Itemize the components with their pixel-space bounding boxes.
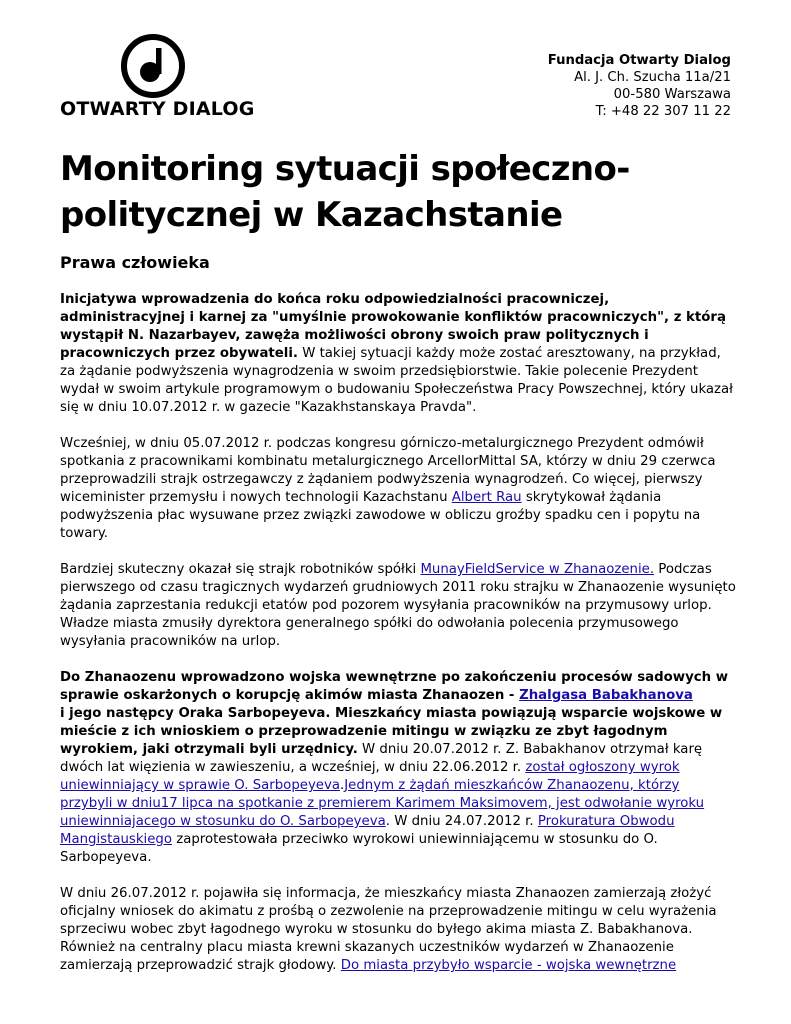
residents-demands-link[interactable]: Jednym z żądań mieszkańców Zhanaozenu, którzy przybyli w dniu17 lipca na spotkanie z premierem Karimem Maksimovem, jest odwołanie wyroku uniewinniajacego w stosunku do O. Sarbopeyeva <box>60 778 705 829</box>
article-body <box>60 291 736 993</box>
prosecutor-office-link[interactable]: Prokuratura Obwodu Mangistauskiego <box>60 814 675 847</box>
paragraph-4-text-c: . W dniu 24.07.2012 r. <box>385 814 538 829</box>
munayfieldservice-link[interactable]: MunayFieldService w Zhanaozenie. <box>420 562 655 577</box>
page-title-line-2: politycznej w Kazachstanie <box>60 195 563 235</box>
logo-text: OTWARTY DIALOG <box>60 98 255 120</box>
paragraph-4-text-a: W dniu 20.07.2012 r. Z. Babakhanov otrzymał karę dwóch lat więzienia w zawieszeniu, a wcześniej, w dniu 22.06.2012 r. <box>60 742 703 775</box>
internal-troops-link[interactable]: Do miasta przybyło wsparcie - wojska wewnętrzne <box>340 958 677 973</box>
paragraph-4 <box>60 669 736 867</box>
street-address: Al. J. Ch. Szucha 11a/21 <box>574 70 731 85</box>
zhalgasa-babakhanova-link[interactable]: Zhalgasa Babakhanova <box>519 688 693 703</box>
section-heading: Prawa człowieka <box>60 253 210 272</box>
paragraph-1 <box>60 291 736 417</box>
address-block <box>548 52 731 120</box>
paragraph-4-lead-a: Do Zhanaozenu wprowadzono wojska wewnętrzne po zakończeniu procesów sadowych w sprawie oskarżonych o korupcję akimów miasta Zhanaozen - <box>60 670 728 703</box>
paragraph-4-lead-b: i jego następcy Oraka Sarbopeyeva. Mieszkańcy miasta powiązują wsparcie wojskowe w mieście z ich wnioskiem o przeprowadzenie mitingu w związku ze zbyt łagodnym wyrokiem, jaki otrzymali byli urzędnicy. <box>60 706 723 757</box>
otwarty-dialog-logo-icon <box>121 34 185 98</box>
paragraph-4-text-d: zaprotestowała przeciwko wyrokowi uniewinniającemu w stosunku do O. Sarbopeyeva. <box>60 832 658 865</box>
otwarty-dialog-logo <box>60 34 255 124</box>
paragraph-2-text-b: skrytykował żądania podwyższenia płac wysuwane przez związki zawodowe w obliczu groźby spadku cen i popytu na towary. <box>60 490 701 541</box>
paragraph-2 <box>60 435 736 543</box>
phone-number: T: +48 22 307 11 22 <box>595 104 731 119</box>
paragraph-3-text-a: Bardziej skuteczny okazał się strajk robotników spółki <box>60 562 421 577</box>
paragraph-3-text-b: Podczas pierwszego od czasu tragicznych wydarzeń grudniowych 2011 roku strajku w Zhanaozenie wysunięto żądania zaprzestania redukcji etatów pod pozorem wysyłania pracowników na przymusowy urlop. Władze miasta zmusiły dyrektora generalnego spółki do odwołania polecenia przymusowego wysyłania pracowników na urlop. <box>60 562 736 649</box>
paragraph-1-text: W takiej sytuacji każdy może zostać aresztowany, na przykład, za żądanie podwyższenia wynagrodzenia w swoim przedsiębiorstwie. Takie polecenie Prezydent wydał w swoim artykule programowym o budowaniu Społeczeństwa Pracy Powszechnej, który ukazał się w dniu 10.07.2012 r. w gazecie "Kazakhstanskaya Pravda". <box>60 346 733 415</box>
organization-name: Fundacja Otwarty Dialog <box>547 53 731 68</box>
paragraph-5-text: W dniu 26.07.2012 r. pojawiła się informacja, że mieszkańcy miasta Zhanaozen zamierzają złożyć oficjalny wniosek do akimatu z prośbą o zezwolenie na przeprowadzenie mitingu w celu wyrażenia sprzeciwu wobec zbyt łagodnego wyroku w stosunku do byłego akima miasta Z. Babakhanova. Również na centralny placu miasta krewni skazanych uczestników wydarzeń w Zhanaozenie zamierzają przeprowadzić strajk głodowy. <box>60 886 717 973</box>
paragraph-1-lead: Inicjatywa wprowadzenia do końca roku odpowiedzialności pracowniczej, administracyjnej i karnej za "umyślnie prowokowanie konfliktów pracowniczych", z którą wystąpił N. Nazarbayev, zawęża możliwości obrony swoich praw politycznych i pracowniczych przez obywateli. <box>60 292 726 361</box>
paragraph-4-text-b: . <box>340 778 345 793</box>
acquittal-verdict-link[interactable]: został ogłoszony wyrok uniewinniający w sprawie O. Sarbopeyeva <box>60 760 680 793</box>
paragraph-2-text-a: Wcześniej, w dniu 05.07.2012 r. podczas kongresu górniczo-metalurgicznego Prezydent odmówił spotkania z pracownikami kombinatu metalurgicznego ArcellorMittal SA, którzy w dniu 29 czerwca przeprowadzili strajk ostrzegawczy z żądaniem podwyższenia wynagrodzeń. Co więcej, pierwszy wiceminister przemysłu i nowych technologii Kazachstanu <box>60 436 716 505</box>
page-title <box>60 146 700 238</box>
paragraph-5 <box>60 885 736 975</box>
city-address: 00-580 Warszawa <box>613 87 731 102</box>
page-title-line-1: Monitoring sytuacji społeczno- <box>60 149 630 189</box>
paragraph-3 <box>60 561 736 651</box>
albert-rau-link[interactable]: Albert Rau <box>451 490 522 505</box>
